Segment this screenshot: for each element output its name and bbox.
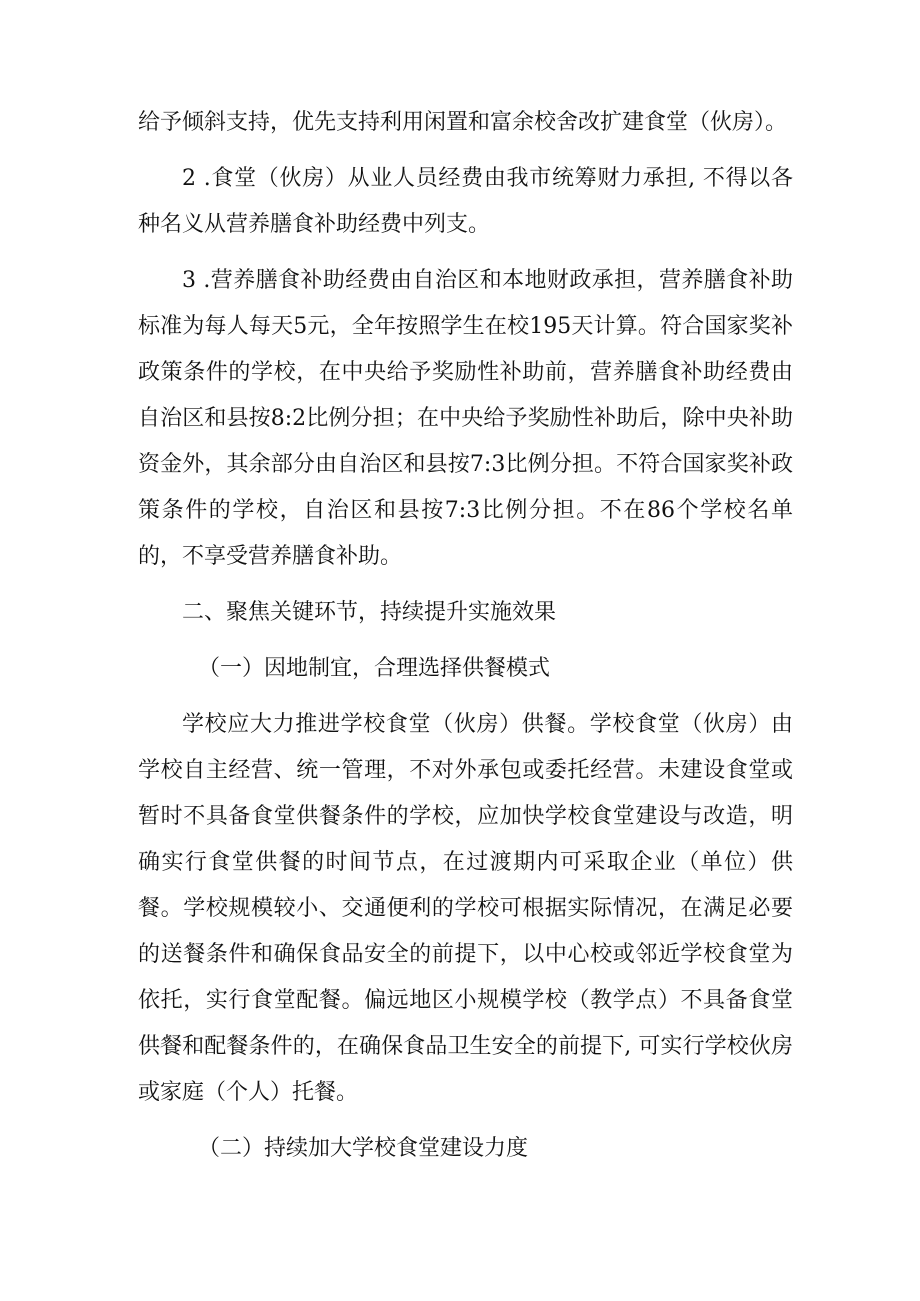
subsection-heading-1: （一）因地制宜，合理选择供餐模式 [198,656,551,681]
paragraph-item-3: 3 .营养膳食补助经费由自治区和本地财政承担，营养膳食补助标准为每人每天5元，全年按照学生在校195天计算。符合国家奖补政策条件的学校，在中央给予奖励性补助前，营养膳食补助经费由自治区和县按8:2比例分担；在中央给予奖励性补助后，除中央补助资金外，其余部分由自治区和县按7:3比例分担。不符合国家奖补政策条件的学校，自治区和县按7:3比例分担。不在86个学校名单的，不享受营养膳食补助。 [138,268,793,569]
section-heading-2: 二、聚焦关键环节，持续提升实施效果 [182,600,557,625]
subsection-heading-2: （二）持续加大学校食堂建设力度 [198,1136,529,1161]
paragraph-meal-mode: 学校应大力推进学校食堂（伙房）供餐。学校食堂（伙房）由学校自主经营、统一管理，不对外承包或委托经营。未建设食堂或暂时不具备食堂供餐条件的学校，应加快学校食堂建设与改造，明确实行食堂供餐的时间节点，在过渡期内可采取企业（单位）供餐。学校规模较小、交通便利的学校可根据实际情况，在满足必要的送餐条件和确保食品安全的前提下，以中心校或邻近学校食堂为依托，实行食堂配餐。偏远地区小规模学校（教学点）不具备食堂供餐和配餐条件的，在确保食品卫生安全的前提下, 可实行学校伙房或家庭（个人）托餐。 [138,712,793,1105]
document-body [138,100,793,1182]
paragraph-item-2: 2 .食堂（伙房）从业人员经费由我市统筹财力承担, 不得以各种名义从营养膳食补助经费中列支。 [138,166,793,237]
continuation-paragraph: 给予倾斜支持，优先支持利用闲置和富余校舍改扩建食堂（伙房）。 [138,110,788,135]
